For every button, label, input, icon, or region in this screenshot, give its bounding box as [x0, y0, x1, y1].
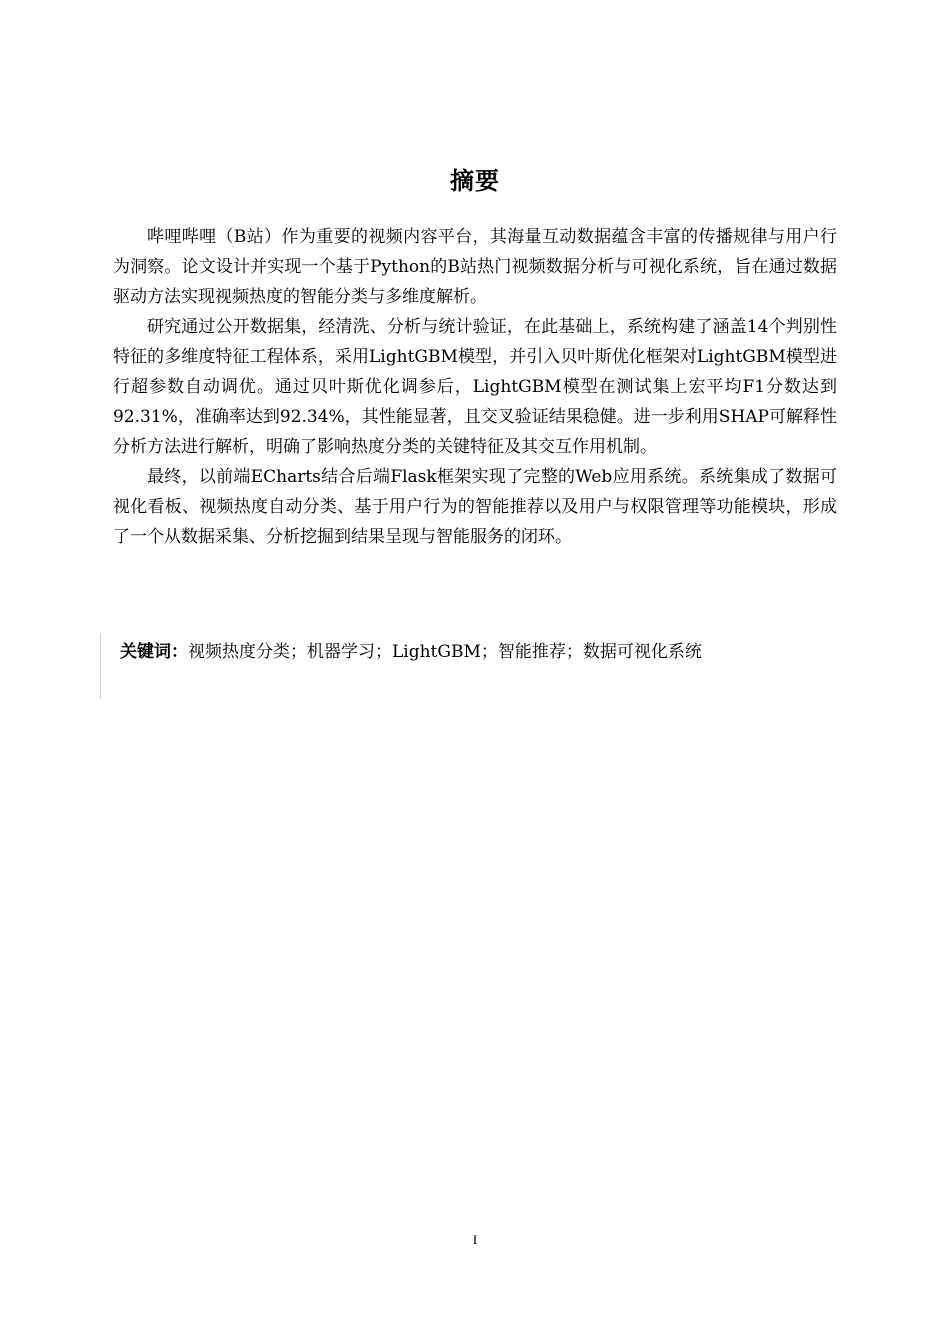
keywords-line — [120, 639, 702, 665]
page-number: I — [472, 1232, 478, 1247]
keywords-block — [100, 633, 841, 699]
keywords-text: 视频热度分类；机器学习；LightGBM；智能推荐；数据可视化系统 — [188, 642, 702, 662]
abstract-paragraph-3: 最终，以前端ECharts结合后端Flask框架实现了完整的Web应用系统。系统集成了数据可视化看板、视频热度自动分类、基于用户行为的智能推荐以及用户与权限管理等功能模块，形成了一个从数据采集、分析挖掘到结果呈现与智能服务的闭环。 — [113, 467, 837, 547]
abstract-paragraph-2: 研究通过公开数据集，经清洗、分析与统计验证，在此基础上，系统构建了涵盖14个判别性特征的多维度特征工程体系，采用LightGBM模型，并引入贝叶斯优化框架对LightGBM模型进行超参数自动调优。通过贝叶斯优化调参后，LightGBM模型在测试集上宏平均F1分数达到92.31%，准确率达到92.34%，其性能显著，且交叉验证结果稳健。进一步利用SHAP可解释性分析方法进行解析，明确了影响热度分类的关键特征及其交互作用机制。 — [113, 317, 837, 457]
abstract-paragraph-1: 哔哩哔哩（B站）作为重要的视频内容平台，其海量互动数据蕴含丰富的传播规律与用户行为洞察。论文设计并实现一个基于Python的B站热门视频数据分析与可视化系统，旨在通过数据驱动方法实现视频热度的智能分类与多维度解析。 — [113, 227, 837, 307]
keywords-label: 关键词： — [120, 642, 188, 662]
abstract-title: 摘要 — [450, 167, 500, 195]
abstract-body — [113, 222, 837, 552]
